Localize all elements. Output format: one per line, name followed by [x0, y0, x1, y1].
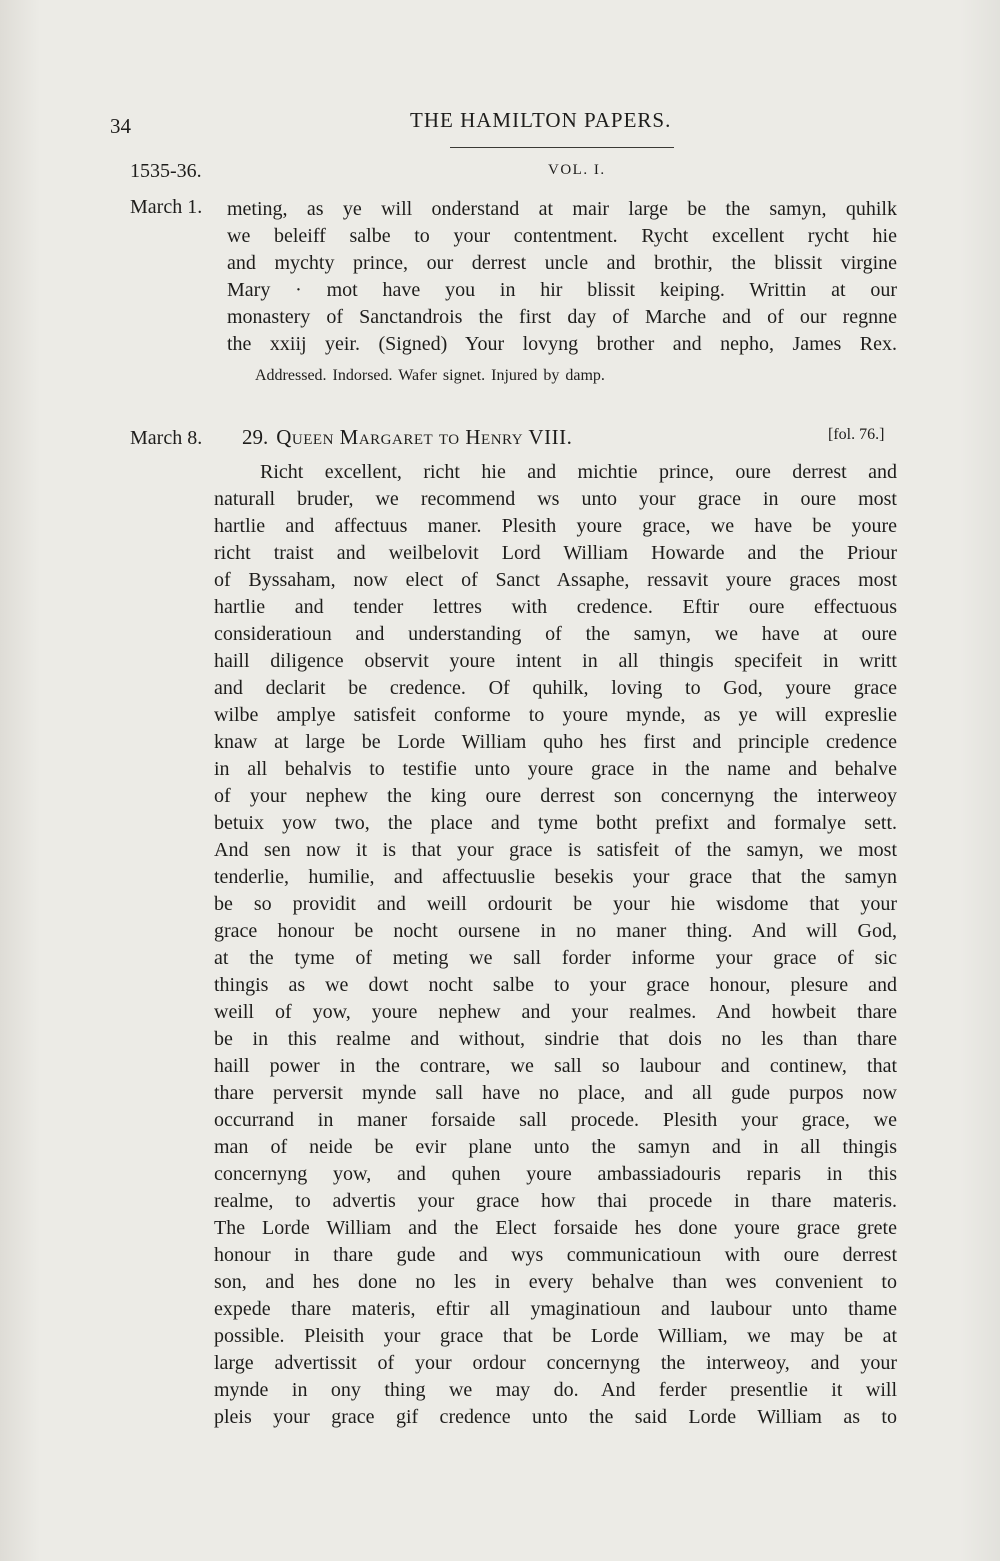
text-line: possible. Pleisith your grace that be Lorde William, we may be at [214, 1325, 897, 1347]
year-range: 1535-36. [130, 160, 202, 182]
text-line: son, and hes done no les in every behalve than wes convenient to [214, 1271, 897, 1293]
text-line: be so providit and weill ordourit be your hie wisdome that your [214, 893, 897, 915]
text-line: betuix yow two, the place and tyme botht prefixt and formalye sett. [214, 812, 897, 834]
text-line: mynde in ony thing we may do. And ferder presentlie it will [214, 1379, 897, 1401]
text-line: large advertissit of your ordour concernyng the interweoy, and your [214, 1352, 897, 1374]
text-line: grace honour be nocht oursene in no maner thing. And will God, [214, 920, 897, 942]
text-line: naturall bruder, we recommend ws unto your grace in oure most [214, 488, 897, 510]
text-line: occurrand in maner forsaide sall procede. Plesith your grace, we [214, 1109, 897, 1131]
text-line: of your nephew the king oure derrest son concernyng the interweoy [214, 785, 897, 807]
entry-number: 29. [242, 425, 269, 449]
text-line: richt traist and weilbelovit Lord William Howarde and the Priour [214, 542, 897, 564]
text-line: tenderlie, humilie, and affectuuslie besekis your grace that the samyn [214, 866, 897, 888]
text-line: And sen now it is that your grace is satisfeit of the samyn, we most [214, 839, 897, 861]
text-line: and mychty prince, our derrest uncle and brothir, the blissit virgine [227, 252, 897, 274]
text-line: haill diligence observit youre intent in all thingis specifeit in writt [214, 650, 897, 672]
text-line: Mary · mot have you in hir blissit keiping. Writtin at our [227, 279, 897, 301]
text-line: thingis as we dowt nocht salbe to your grace honour, plesure and [214, 974, 897, 996]
letter-continuation [227, 196, 897, 358]
text-line: we beleiff salbe to your contentment. Rycht excellent rycht hie [227, 225, 897, 247]
header-rule [450, 147, 674, 148]
page-number: 34 [110, 114, 131, 138]
text-line: man of neide be evir plane unto the samyn and in all thingis [214, 1136, 897, 1158]
folio-reference: [fol. 76.] [828, 426, 885, 443]
running-title: THE HAMILTON PAPERS. [410, 108, 672, 132]
text-line: at the tyme of meting we sall forder informe your grace of sic [214, 947, 897, 969]
margin-date-march-1: March 1. [130, 196, 203, 218]
text-line: hartlie and tender lettres with credence. Eftir oure effectuous [214, 596, 897, 618]
text-line: of Byssaham, now elect of Sanct Assaphe, ressavit youre graces most [214, 569, 897, 591]
text-line: meting, as ye will onderstand at mair large be the samyn, quhilk [227, 198, 897, 220]
margin-date-march-8: March 8. [130, 427, 203, 449]
text-line: weill of yow, youre nephew and your realmes. And howbeit thare [214, 1001, 897, 1023]
text-line: the xxiij yeir. (Signed) Your lovyng brother and nepho, James Rex. [227, 333, 897, 355]
text-line: in all behalvis to testifie unto youre grace in the name and behalve [214, 758, 897, 780]
volume-label: VOL. I. [548, 162, 606, 178]
text-line: pleis your grace gif credence unto the said Lorde William as to [214, 1406, 897, 1428]
letter-body [214, 459, 897, 1431]
text-line: thare perversit mynde sall have no place, and all gude purpos now [214, 1082, 897, 1104]
text-line: haill power in the contrare, we sall so laubour and continew, that [214, 1055, 897, 1077]
text-line: wilbe amplye satisfeit conforme to youre mynde, as ye will expreslie [214, 704, 897, 726]
text-line: knaw at large be Lorde William quho hes first and principle credence [214, 731, 897, 753]
text-line: be in this realme and without, sindrie that dois no les than thare [214, 1028, 897, 1050]
text-line: The Lorde William and the Elect forsaide hes done youre grace grete [214, 1217, 897, 1239]
text-line: realme, to advertis your grace how thai procede in thare materis. [214, 1190, 897, 1212]
letter-title: Queen Margaret to Henry VIII. [276, 425, 573, 449]
year-line [130, 160, 890, 186]
text-line: expede thare materis, eftir all ymaginatioun and laubour unto thame [214, 1298, 897, 1320]
text-line: and declarit be credence. Of quhilk, loving to God, youre grace [214, 677, 897, 699]
text-line: monastery of Sanctandrois the first day of Marche and of our regnne [227, 306, 897, 328]
text-line: concernyng yow, and quhen youre ambassiadouris reparis in this [214, 1163, 897, 1185]
text-line: Richt excellent, richt hie and michtie prince, oure derrest and [260, 461, 897, 483]
document-note: Addressed. Indorsed. Wafer signet. Injured by damp. [255, 367, 605, 384]
text-line: consideratioun and understanding of the samyn, we have at oure [214, 623, 897, 645]
running-head [110, 108, 730, 140]
text-line: honour in thare gude and wys communicatioun with oure derrest [214, 1244, 897, 1266]
letter-heading [242, 425, 572, 450]
text-line: hartlie and affectuus maner. Plesith youre grace, we have be youre [214, 515, 897, 537]
